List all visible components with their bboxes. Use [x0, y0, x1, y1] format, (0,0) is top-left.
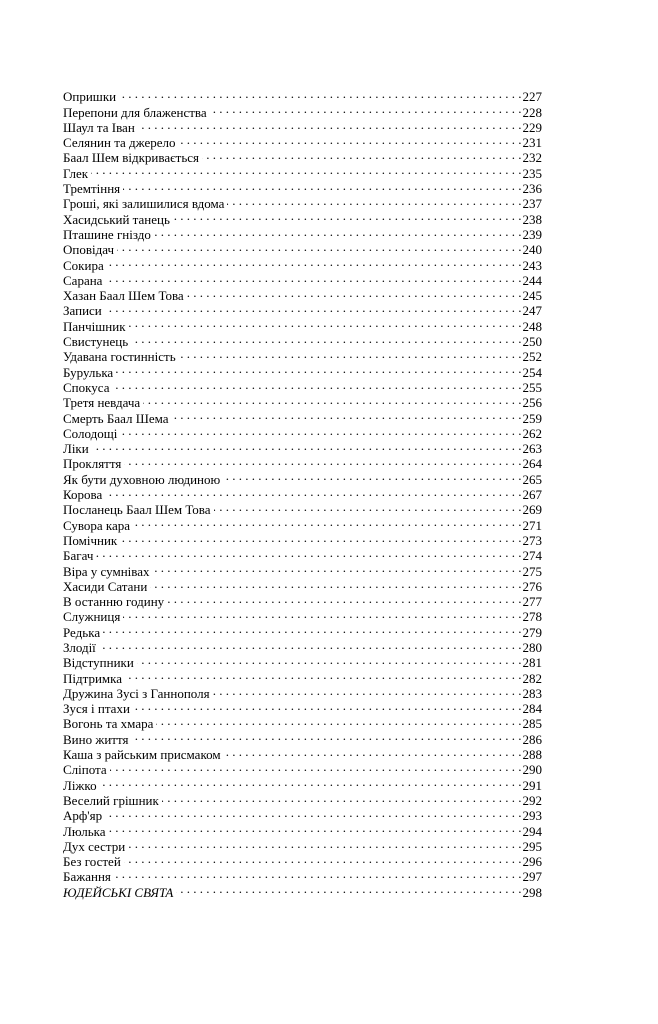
toc-entry: [63, 300, 542, 319]
toc-entry-page: 228: [522, 104, 542, 120]
toc-entry-page: 296: [522, 854, 542, 870]
toc-dot-leader: [213, 683, 522, 698]
toc-dot-leader: [99, 637, 522, 652]
toc-entry: [63, 86, 542, 105]
toc-dot-leader: [114, 866, 522, 881]
toc-entry-page: 277: [522, 594, 542, 610]
toc-entry-page: 291: [522, 777, 542, 793]
toc-dot-leader: [173, 208, 522, 223]
toc-entry-title: Як бути духовною людиною: [63, 471, 221, 487]
toc-dot-leader: [131, 728, 521, 743]
toc-entry-title: Дух сестри: [63, 838, 126, 854]
toc-entry-page: 254: [522, 364, 542, 380]
toc-entry-title: Помічник: [63, 532, 118, 548]
toc-entry: [63, 178, 542, 197]
toc-entry-page: 259: [522, 410, 542, 426]
toc-entry-page: 288: [522, 747, 542, 763]
toc-entry: [63, 713, 542, 732]
toc-entry-page: 239: [522, 226, 542, 242]
toc-dot-leader: [179, 346, 522, 361]
toc-dot-leader: [110, 759, 522, 774]
toc-entry-title: Удавана гостинність: [63, 349, 176, 365]
toc-entry-title: Злодії: [63, 639, 96, 655]
toc-entry-title: Оповідач: [63, 242, 114, 258]
toc-entry-page: 267: [522, 487, 542, 503]
toc-entry-title: Смерть Баал Шема: [63, 410, 169, 426]
toc-dot-leader: [150, 576, 521, 591]
toc-entry-page: 237: [522, 196, 542, 212]
toc-entry: [63, 820, 542, 839]
toc-entry-page: 290: [522, 762, 542, 778]
toc-dot-leader: [112, 377, 521, 392]
toc-dot-leader: [138, 117, 522, 132]
toc-dot-leader: [172, 407, 522, 422]
toc-entry-page: 256: [522, 395, 542, 411]
toc-entry-page: 273: [522, 532, 542, 548]
toc-entry-page: 227: [522, 89, 542, 105]
toc-entry-title: Багач: [63, 548, 94, 564]
toc-entry-title: Вино життя: [63, 731, 129, 747]
toc-entry-title: Спокуса: [63, 379, 110, 395]
toc-dot-leader: [210, 101, 522, 116]
toc-entry: [63, 851, 542, 870]
toc-dot-leader: [103, 621, 521, 636]
toc-dot-leader: [129, 315, 522, 330]
toc-dot-leader: [131, 331, 521, 346]
toc-entry-page: 240: [522, 242, 542, 258]
toc-entry-title: Свистунець: [63, 334, 129, 350]
toc-entry: [63, 744, 542, 763]
toc-entry: [63, 499, 542, 518]
toc-entry: [63, 453, 542, 472]
toc-dot-leader: [214, 499, 522, 514]
toc-entry: [63, 468, 542, 487]
toc-entry: [63, 193, 542, 212]
toc-entry-title: Сліпота: [63, 762, 107, 778]
toc-entry: [63, 652, 542, 671]
toc-entry-page: 238: [522, 211, 542, 227]
toc-entry: [63, 790, 542, 808]
toc-entry-page: 276: [522, 578, 542, 594]
toc-entry-title: ЮДЕЙСЬКІ СВЯТА: [63, 884, 174, 900]
toc-dot-leader: [176, 881, 521, 896]
toc-entry-title: Глек: [63, 165, 89, 181]
toc-entry: [63, 866, 542, 885]
toc-dot-leader: [105, 805, 521, 820]
toc-entry: [63, 438, 542, 457]
toc-dot-leader: [105, 484, 521, 499]
toc-entry-page: 280: [522, 639, 542, 655]
toc-entry-title: Баал Шем відкривається: [63, 150, 200, 166]
toc-dot-leader: [109, 820, 522, 835]
toc-entry: [63, 361, 542, 380]
toc-dot-leader: [137, 652, 522, 667]
toc-dot-leader: [123, 178, 521, 193]
toc-entry-page: 283: [522, 685, 542, 701]
toc-entry-page: 231: [522, 135, 542, 151]
toc-entry-page: 245: [522, 288, 542, 304]
toc-entry-page: 247: [522, 303, 542, 319]
toc-entry-title: Хасидський танець: [63, 211, 170, 227]
toc-dot-leader: [227, 193, 521, 208]
toc-entry-title: Хазан Баал Шем Това: [63, 288, 184, 304]
toc-entry-title: Арф'яр: [63, 808, 103, 824]
toc-dot-leader: [116, 361, 521, 376]
toc-entry-page: 271: [522, 517, 542, 533]
toc-entry-title: Віра у сумнівах: [63, 563, 150, 579]
toc-entry-title: Селянин та джерело: [63, 135, 176, 151]
toc-entry: [63, 514, 542, 533]
toc-entry-title: Відступники: [63, 655, 134, 671]
toc-entry: [63, 698, 542, 717]
toc-entry: [63, 805, 542, 824]
toc-entry: [63, 606, 542, 625]
toc-entry-page: 298: [522, 884, 542, 900]
toc-entry-title: Корова: [63, 487, 103, 503]
toc-dot-leader: [100, 774, 522, 789]
toc-entry: [63, 239, 542, 258]
toc-entry-page: 262: [522, 425, 542, 441]
toc-entry: [63, 315, 542, 334]
toc-entry-title: Люлька: [63, 823, 106, 839]
toc-dot-leader: [105, 270, 521, 285]
toc-entry: [63, 101, 542, 120]
toc-dot-leader: [187, 285, 522, 300]
toc-entry-page: 278: [522, 609, 542, 625]
toc-dot-leader: [167, 591, 521, 606]
toc-entry-page: 264: [522, 456, 542, 472]
toc-entry-title: Вогонь та хмара: [63, 716, 154, 732]
toc-dot-leader: [223, 468, 521, 483]
toc-entry-title: Бурулька: [63, 364, 114, 380]
toc-dot-leader: [133, 514, 521, 529]
toc-entry-title: Ліжко: [63, 777, 97, 793]
toc-entry: [63, 331, 542, 350]
toc-entry: [63, 285, 542, 304]
toc-entry-page: 292: [522, 792, 542, 808]
toc-entry-title: Сувора кара: [63, 517, 131, 533]
toc-entry-page: 279: [522, 624, 542, 640]
toc-entry-page: 295: [522, 838, 542, 854]
toc-dot-leader: [156, 713, 521, 728]
toc-dot-leader: [124, 851, 522, 866]
toc-entry: [63, 270, 542, 288]
toc-entry-title: Панчішник: [63, 318, 126, 334]
toc-entry-title: Перепони для блаженства: [63, 104, 207, 120]
toc-entry-title: Записи: [63, 303, 102, 319]
toc-entry-page: 274: [522, 548, 542, 564]
toc-entry-page: 244: [522, 272, 542, 288]
toc-entry-page: 282: [522, 670, 542, 686]
toc-entry-title: Бажання: [63, 869, 111, 885]
toc-entry-title: Сарана: [63, 272, 103, 288]
toc-dot-leader: [179, 132, 522, 147]
toc-entry-page: 250: [522, 334, 542, 350]
toc-dot-leader: [153, 560, 522, 575]
toc-entry-page: 293: [522, 808, 542, 824]
toc-entry: [63, 637, 542, 655]
toc-dot-leader: [125, 667, 521, 682]
toc-entry-title: Прокляття: [63, 456, 122, 472]
toc-entry-page: 263: [522, 441, 542, 457]
toc-dot-leader: [96, 545, 521, 560]
toc-entry-page: 229: [522, 119, 542, 135]
toc-dot-leader: [117, 239, 522, 254]
toc-entry: [63, 484, 542, 503]
toc-dot-leader: [123, 606, 521, 621]
toc-entry-title: Сокира: [63, 257, 104, 273]
toc-entry-page: 243: [522, 257, 542, 273]
toc-entry-title: Служниця: [63, 609, 121, 625]
toc-entry-page: 285: [522, 716, 542, 732]
toc-entry-page: 235: [522, 165, 542, 181]
toc-entry-page: 294: [522, 823, 542, 839]
toc-entry: [63, 683, 542, 701]
toc-entry-page: 255: [522, 379, 542, 395]
toc-entry-title: Веселий грішник: [63, 792, 159, 808]
toc-dot-leader: [91, 162, 521, 177]
toc-dot-leader: [120, 530, 521, 545]
toc-entry-title: Підтримка: [63, 670, 123, 686]
toc-dot-leader: [119, 86, 521, 101]
toc-entry-page: 236: [522, 181, 542, 197]
toc-entry-page: 269: [522, 502, 542, 518]
toc-entry: [63, 162, 542, 181]
toc-entry-page: 232: [522, 150, 542, 166]
toc-entry-page: 275: [522, 563, 542, 579]
toc-dot-leader: [128, 836, 521, 851]
toc-entry: [63, 560, 542, 579]
toc-entry-title: Опришки: [63, 89, 117, 105]
toc-entry-page: 297: [522, 869, 542, 885]
toc-entry: [63, 545, 542, 564]
toc-entry-page: 248: [522, 318, 542, 334]
toc-entry: [63, 836, 542, 854]
toc-section-heading: [63, 881, 542, 900]
toc-dot-leader: [143, 392, 521, 407]
toc-entry-page: 286: [522, 731, 542, 747]
toc-entry: [63, 423, 542, 441]
toc-entry-page: 284: [522, 701, 542, 717]
toc-entry-title: Редька: [63, 624, 101, 640]
toc-dot-leader: [120, 423, 521, 438]
toc-dot-leader: [202, 147, 521, 162]
toc-entry-title: Третя невдача: [63, 395, 141, 411]
toc-entry-title: Ліки: [63, 441, 89, 457]
toc-entry: [63, 621, 542, 640]
toc-dot-leader: [107, 254, 522, 269]
toc-entry: [63, 254, 542, 273]
toc-entry: [63, 667, 542, 686]
toc-dot-leader: [162, 790, 522, 805]
toc-entry: [63, 774, 542, 793]
toc-entry-page: 265: [522, 471, 542, 487]
toc-entry-title: Каша з райським присмаком: [63, 747, 221, 763]
toc-dot-leader: [124, 453, 521, 468]
toc-entry-page: 252: [522, 349, 542, 365]
toc-entry-title: Хасиди Сатани: [63, 578, 148, 594]
toc-entry-title: Без гостей: [63, 854, 121, 870]
table-of-contents: [63, 86, 542, 900]
toc-dot-leader: [92, 438, 522, 453]
toc-entry-title: Тремтіння: [63, 181, 121, 197]
toc-dot-leader: [133, 698, 522, 713]
toc-entry: [63, 759, 542, 778]
toc-entry-title: Солодощі: [63, 425, 118, 441]
toc-entry: [63, 530, 542, 548]
toc-dot-leader: [154, 224, 522, 239]
toc-entry-title: Дружина Зусі з Ганнополя: [63, 685, 210, 701]
toc-dot-leader: [105, 300, 522, 315]
toc-entry-title: Шаул та Іван: [63, 119, 135, 135]
toc-entry-title: Посланець Баал Шем Това: [63, 502, 211, 518]
toc-dot-leader: [224, 744, 522, 759]
toc-entry: [63, 728, 542, 747]
toc-entry-title: Зуся і птахи: [63, 701, 130, 717]
toc-entry-title: Гроші, які залишилися вдома: [63, 196, 225, 212]
toc-entry: [63, 377, 542, 395]
toc-entry-page: 281: [522, 655, 542, 671]
toc-entry-title: В останню годину: [63, 594, 165, 610]
toc-entry-title: Пташине гніздо: [63, 226, 151, 242]
toc-entry: [63, 392, 542, 411]
toc-entry: [63, 346, 542, 365]
